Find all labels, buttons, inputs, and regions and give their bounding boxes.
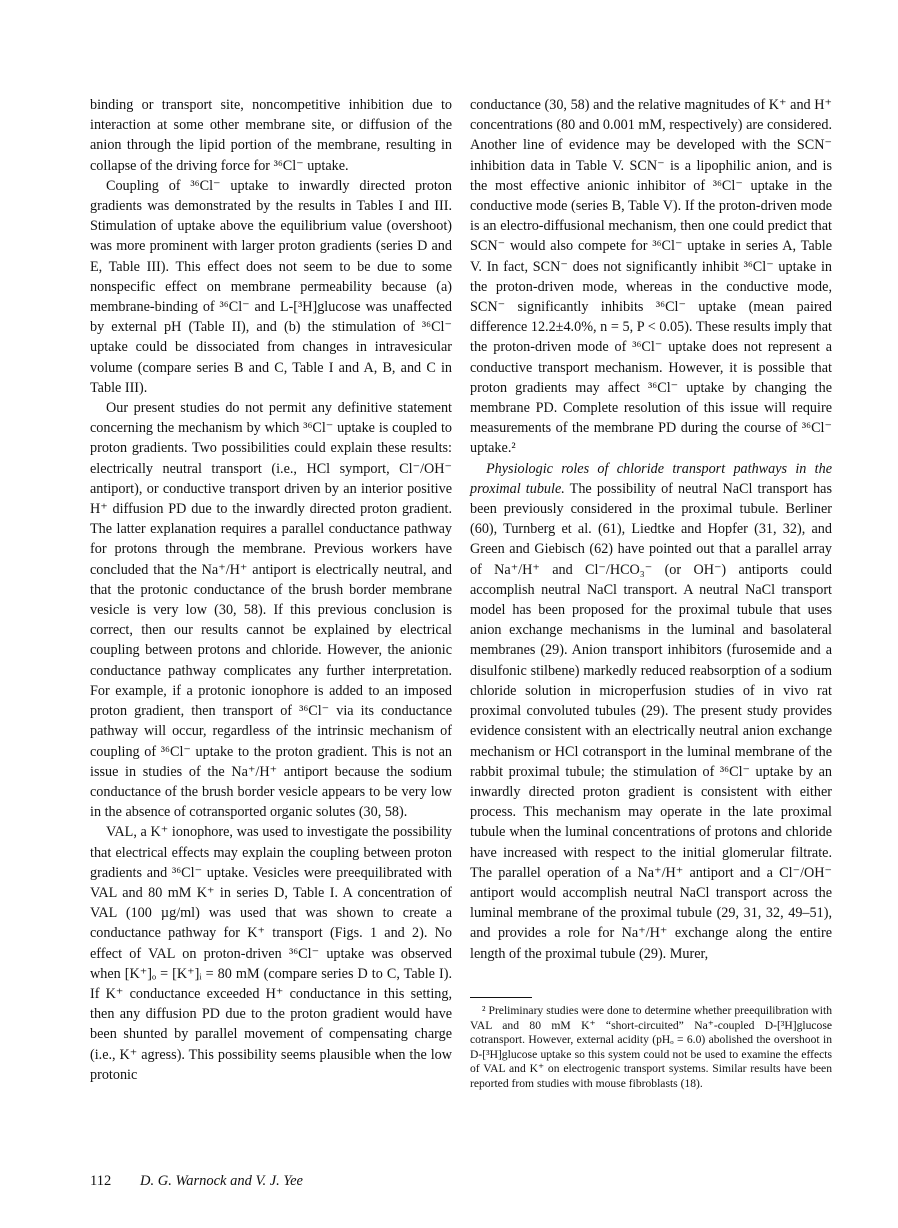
section-paragraph [470, 459, 832, 964]
paragraph: Coupling of ³⁶Cl⁻ uptake to inwardly directed proton gradients was demonstrated by the results in Tables I and III. Stimulation of uptake above the equilibrium value (overshoot) was more prominent with larger proton gradients (series D and E, Table III). This effect does not seem to be due to some nonspecific effect on membrane permeability because (a) membrane-binding of ³⁶Cl⁻ and L-[³H]glucose was unaffected by external pH (Table II), and (b) the stimulation of ³⁶Cl⁻ uptake could be dissociated from changes in intravesicular volume (compare series B and C, Table I and A, B, and C in Table III). [90, 177, 452, 396]
section-heading: Physiologic roles of chloride transport pathways in the proximal tubule. [470, 460, 832, 497]
paragraph: VAL, a K⁺ ionophore, was used to investigate the possibility that electrical effects may explain the coupling between proton gradients and ³⁶Cl⁻ uptake. Vesicles were preequilibrated with VAL and 80 mM K⁺ in series D, Table I. A concentration of VAL (100 µg/ml) was used that was shown to create a conductance pathway for K⁺ transport (Figs. 1 and 2). No effect of VAL on proton-driven ³⁶Cl⁻ uptake was observed when [K⁺]ₒ = [K⁺]ᵢ = 80 mM (compare series D to C, Table I). If K⁺ conductance exceeded H⁺ conductance in this setting, then any diffusion PD due to the proton gradient would have been shunted by parallel movement of compensating charge (i.e., K⁺ agress). This possibility seems plausible when the low protonic [90, 824, 452, 1083]
footnote-rule [470, 997, 532, 998]
page-number: 112 [90, 1173, 112, 1189]
paragraph: Our present studies do not permit any definitive statement concerning the mechanism by which ³⁶Cl⁻ uptake is coupled to proton gradients. Two possibilities could explain these results: electrically neutral transport (i.e., HCl symport, Cl⁻/OH⁻ antiport), or conductive transport driven by an interior positive H⁺ diffusion PD due to the inwardly directed proton gradient. The latter explanation requires a parallel conductance pathway for protons through the membrane. Previous workers have concluded that the Na⁺/H⁺ antiport is electrically neutral, and that the protonic conductance of the brush border membrane vesicle is very low (30, 58). If this previous conclusion is correct, then our results cannot be explained by electrical coupling between protons and chloride. However, the anionic conductance pathway complicates any further interpretation. For example, if a protonic ionophore is added to an imposed proton gradient, then transport of ³⁶Cl⁻ via its conductance pathway will occur, regardless of the intrinsic mechanism of coupling of ³⁶Cl⁻ uptake to the proton gradient. This is not an issue in studies of the Na⁺/H⁺ antiport because the sodium conductance of the brush border vesicle appears to be very low in the absence of cotransported organic solutes (30, 58). [90, 400, 452, 821]
paragraph: binding or transport site, noncompetitive inhibition due to interaction at some other membrane site, or diffusion of the anion through the lipid portion of the membrane, resulting in collapse of the driving force for ³⁶Cl⁻ uptake. [90, 97, 452, 174]
footnote-text: ² Preliminary studies were done to determine whether preequilibration with VAL and 80 mM K⁺ “short-circuited” Na⁺-coupled D-[³H]glucose cotransport. However, external acidity (pHₒ = 6.0) abolished the overshoot in D-[³H]glucose uptake so this system could not be used to examine the effects of VAL and K⁺ on electrogenic transport systems. Similar results have been reported from studies with mouse fibroblasts (18). [470, 1004, 832, 1090]
paragraph-text: The possibility of neutral NaCl transport has been previously considered in the proximal tubule. Berliner (60), Turnberg et al. (61), Liedtke and Hopfer (31, 32), and Green and Giebisch (62) have pointed out that a parallel array of Na⁺/H⁺ and Cl⁻/HCO₃⁻ (or OH⁻) antiports could accomplish neutral NaCl transport. A neutral NaCl transport model has been proposed for the proximal tubule that uses anion exchange mechanisms in the luminal and basolateral membranes (29). Anion transport inhibitors (furosemide and a disulfonic stilbene) markedly reduced reabsorption of a sodium chloride solution in microperfusion studies of in vivo rat proximal convoluted tubules (29). The present study provides evidence consistent with an electrically neutral anion exchange mechanism or HCl cotransport in the luminal membrane of the rabbit proximal tubule; the stimulation of ³⁶Cl⁻ uptake by an inwardly directed proton gradient is consistent with either process. This mechanism may operate in the late proximal tubule when the luminal concentrations of protons and chloride have increased with respect to the initial glomerular filtrate. The parallel operation of a Na⁺/H⁺ antiport and a Cl⁻/OH⁻ antiport would accomplish neutral NaCl transport across the luminal membrane of the proximal tubule (29, 31, 32, 49–51), and provides a role for Na⁺/H⁺ exchange along the entire length of the proximal tubule (29). Murer, [470, 480, 832, 962]
running-authors: D. G. Warnock and V. J. Yee [140, 1173, 303, 1189]
paragraph: conductance (30, 58) and the relative magnitudes of K⁺ and H⁺ concentrations (80 and 0.001 mM, respectively) are considered. Another line of evidence may be developed with the SCN⁻ inhibition data in Table V. SCN⁻ is a lipophilic anion, and is the most effective anionic inhibitor of ³⁶Cl⁻ uptake in the conductive mode (series B, Table V). If the proton-driven mode is an electro-diffusional mechanism, then one could predict that SCN⁻ would also compete for ³⁶Cl⁻ uptake in series A, Table V. In fact, SCN⁻ does not significantly inhibit ³⁶Cl⁻ uptake in the proton-driven mode, whereas in the conductive mode, SCN⁻ significantly inhibits ³⁶Cl⁻ uptake (mean paired difference 12.2±4.0%, n = 5, P < 0.05). These results imply that the proton-driven mode of ³⁶Cl⁻ uptake does not represent a conductive transport mechanism. However, it is possible that proton gradients may affect ³⁶Cl⁻ uptake by changing the membrane PD. Complete resolution of this issue will require measurements of the membrane PD during the course of ³⁶Cl⁻ uptake.² [470, 97, 832, 457]
right-column [470, 95, 832, 964]
left-column [90, 95, 452, 1085]
page-footer [90, 1173, 303, 1190]
footnote [470, 1004, 832, 1092]
